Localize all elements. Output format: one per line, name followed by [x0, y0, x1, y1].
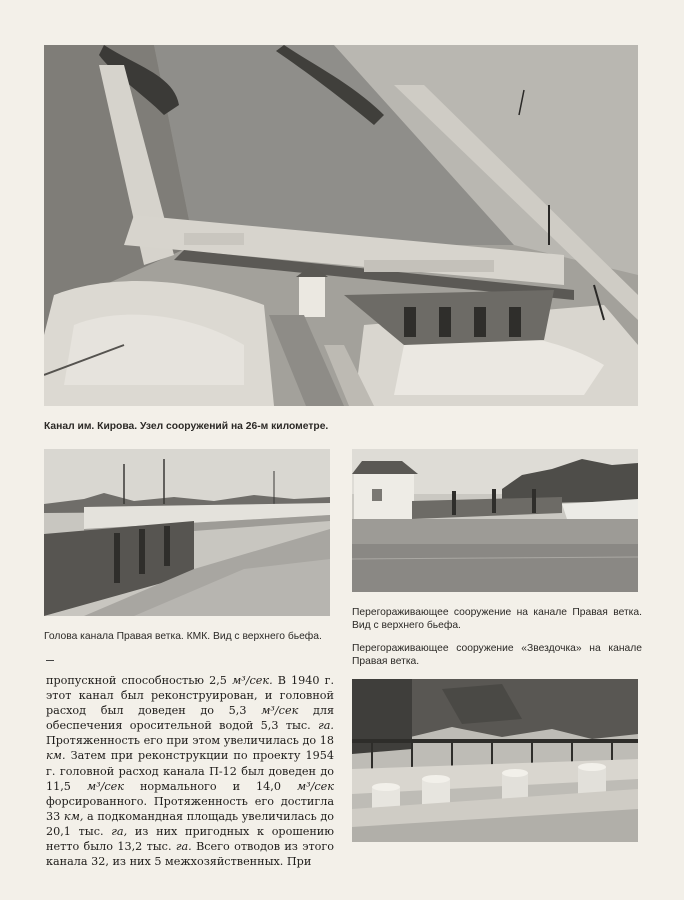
caption-right-bottom: Перегораживающее сооружение «Звездочка» на канале Правая ветка. [352, 643, 642, 667]
text-continuation-dash [46, 660, 54, 661]
caption-main: Канал им. Кирова. Узел сооружений на 26-м километре. [44, 421, 329, 432]
photo-aerial-drawing [44, 45, 638, 406]
photo-canal-head-pravaya-vetka [44, 449, 330, 616]
article-body [46, 673, 334, 869]
photo-zvezdochka-drawing [352, 679, 638, 842]
photo-canal-head-drawing [44, 449, 330, 616]
caption-right-top: Перегораживающее сооружение на канале Правая ветка. Вид с верхнего бьефа. [352, 607, 642, 631]
photo-aerial-structures-26km [44, 45, 638, 406]
caption-left: Голова канала Правая ветка. КМК. Вид с верхнего бьефа. [44, 631, 322, 642]
photo-zvezdochka-structure [352, 679, 638, 842]
photo-regulator-pravaya-vetka [352, 449, 638, 592]
photo-regulator-drawing [352, 449, 638, 592]
body-paragraph: пропускной способностью 2,5 м³/сек. В 1940 г. этот канал был реконструирован, и головной расход был доведен до 5,3 м³/сек для обеспечения оросительной водой 5,3 тыс. га. Протяженность его при этом увеличилась до 18 км. Затем при реконструкции по проекту 1954 г. головной расход канала П-12 был доведен до 11,5 м³/сек нормального и 14,0 м³/сек форсированного. Протяженность его достигла 33 км, а подкомандная площадь увеличилась до 20,1 тыс. га, из них пригодных к орошению нетто было 13,2 тыс. га. Всего отводов из этого канала 32, из них 5 межхозяйственных. При [46, 674, 335, 869]
